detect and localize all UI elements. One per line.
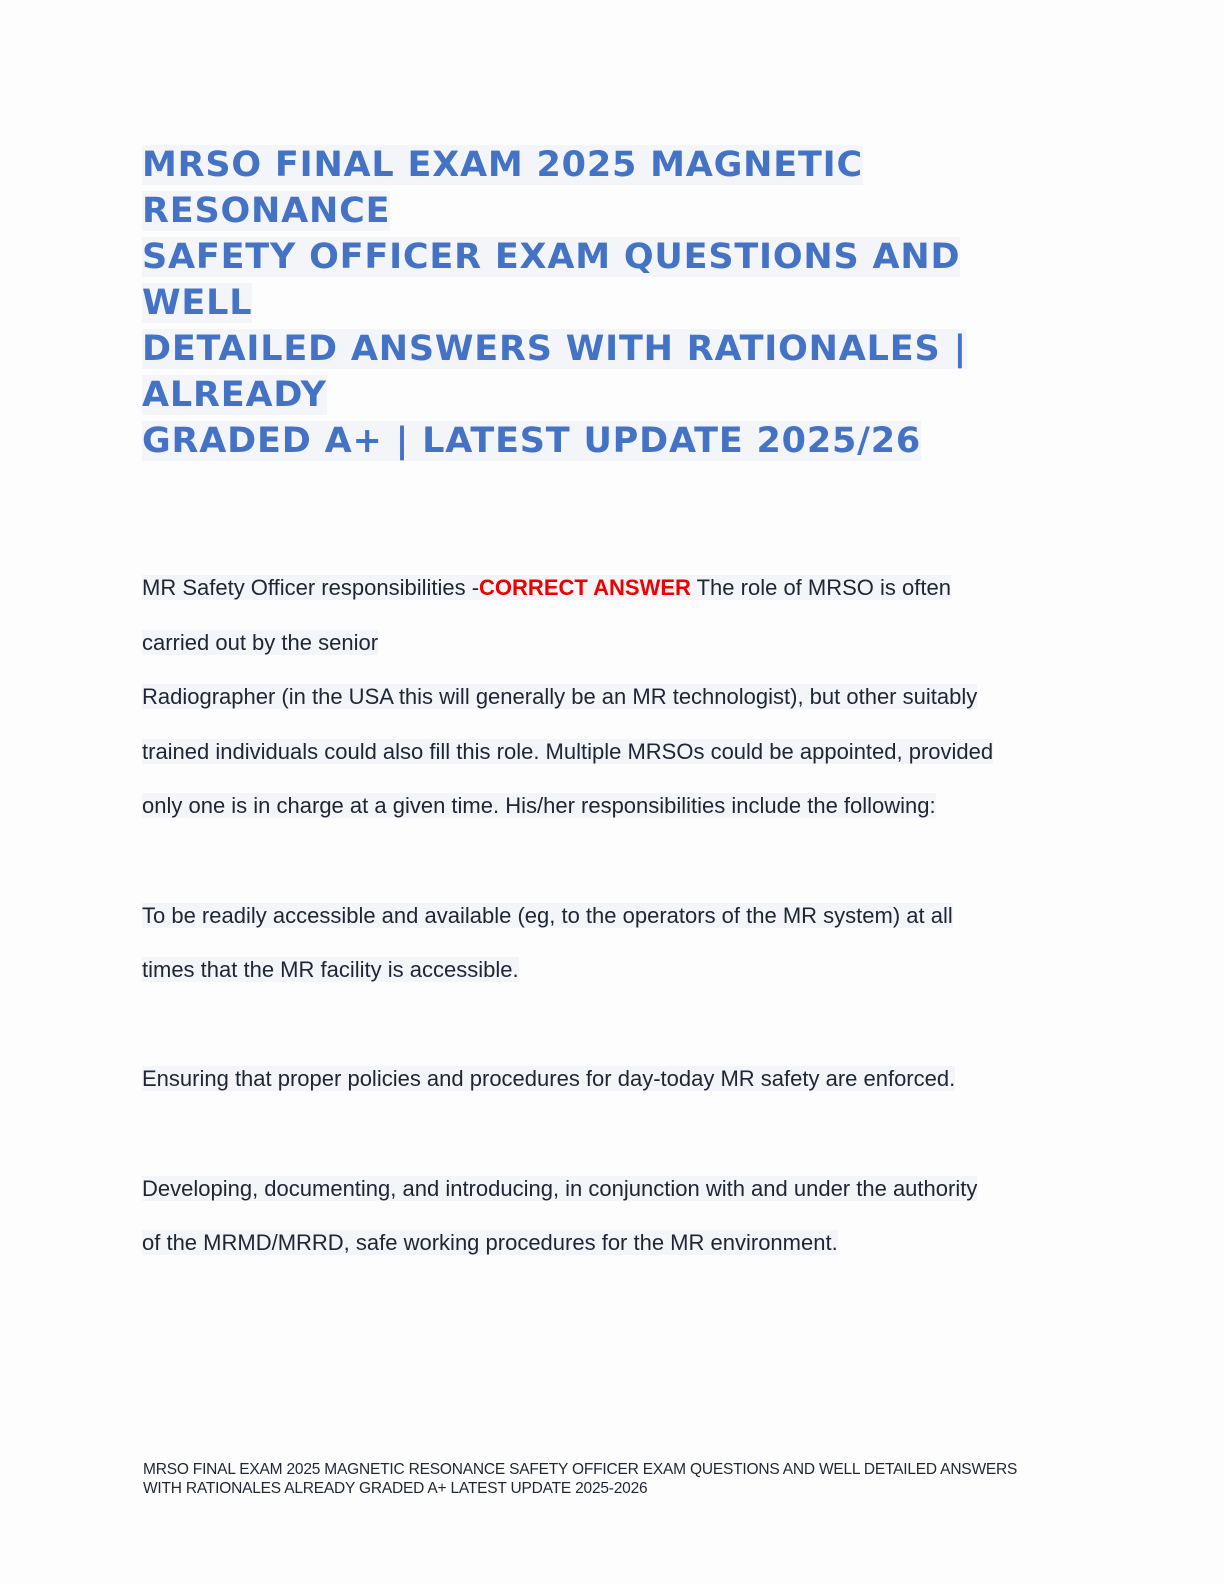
answer-line: carried out by the senior: [142, 629, 379, 655]
answer-line: Radiographer (in the USA this will generally be an MR technologist), but other suitably: [142, 684, 978, 710]
footer-line: MRSO FINAL EXAM 2025 MAGNETIC RESONANCE SAFETY OFFICER EXAM QUESTIONS AND WELL DETAILED ANSWERS: [143, 1461, 1018, 1478]
title-line: DETAILED ANSWERS WITH RATIONALES |: [142, 329, 968, 369]
footer-line: WITH RATIONALES ALREADY GRADED A+ LATEST UPDATE 2025-2026: [143, 1480, 648, 1497]
paragraph-gap: [142, 1003, 1082, 1058]
answer-line: trained individuals could also fill this role. Multiple MRSOs could be appointed, provided: [142, 738, 994, 764]
title-line: RESONANCE: [142, 191, 391, 231]
responsibility-line: Ensuring that proper policies and procedures for day-today MR safety are enforced.: [142, 1066, 956, 1092]
answer-line: only one is in charge at a given time. His/her responsibilities include the following:: [142, 793, 936, 819]
title-line: GRADED A+ | LATEST UPDATE 2025/26: [142, 421, 922, 461]
responsibility-line: times that the MR facility is accessible.: [142, 957, 519, 983]
responsibility-line: of the MRMD/MRRD, safe working procedures for the MR environment.: [142, 1230, 838, 1256]
question-line: [142, 566, 1082, 621]
document-body: [142, 566, 1082, 1276]
responsibility-line: Developing, documenting, and introducing, in conjunction with and under the authority: [142, 1175, 978, 1201]
paragraph-gap: [142, 839, 1082, 894]
document-title: [142, 142, 1042, 464]
title-line: MRSO FINAL EXAM 2025 MAGNETIC: [142, 145, 863, 185]
responsibility-line: To be readily accessible and available (eg, to the operators of the MR system) at all: [142, 902, 953, 928]
answer-start: The role of MRSO is often: [690, 575, 951, 600]
page-footer: [143, 1460, 1073, 1498]
paragraph-gap: [142, 1112, 1082, 1167]
correct-answer-label: CORRECT ANSWER: [479, 575, 691, 600]
question-prompt: MR Safety Officer responsibilities -: [142, 575, 480, 600]
title-line: ALREADY: [142, 375, 327, 415]
title-line: SAFETY OFFICER EXAM QUESTIONS AND: [142, 237, 961, 277]
title-line: WELL: [142, 283, 253, 323]
